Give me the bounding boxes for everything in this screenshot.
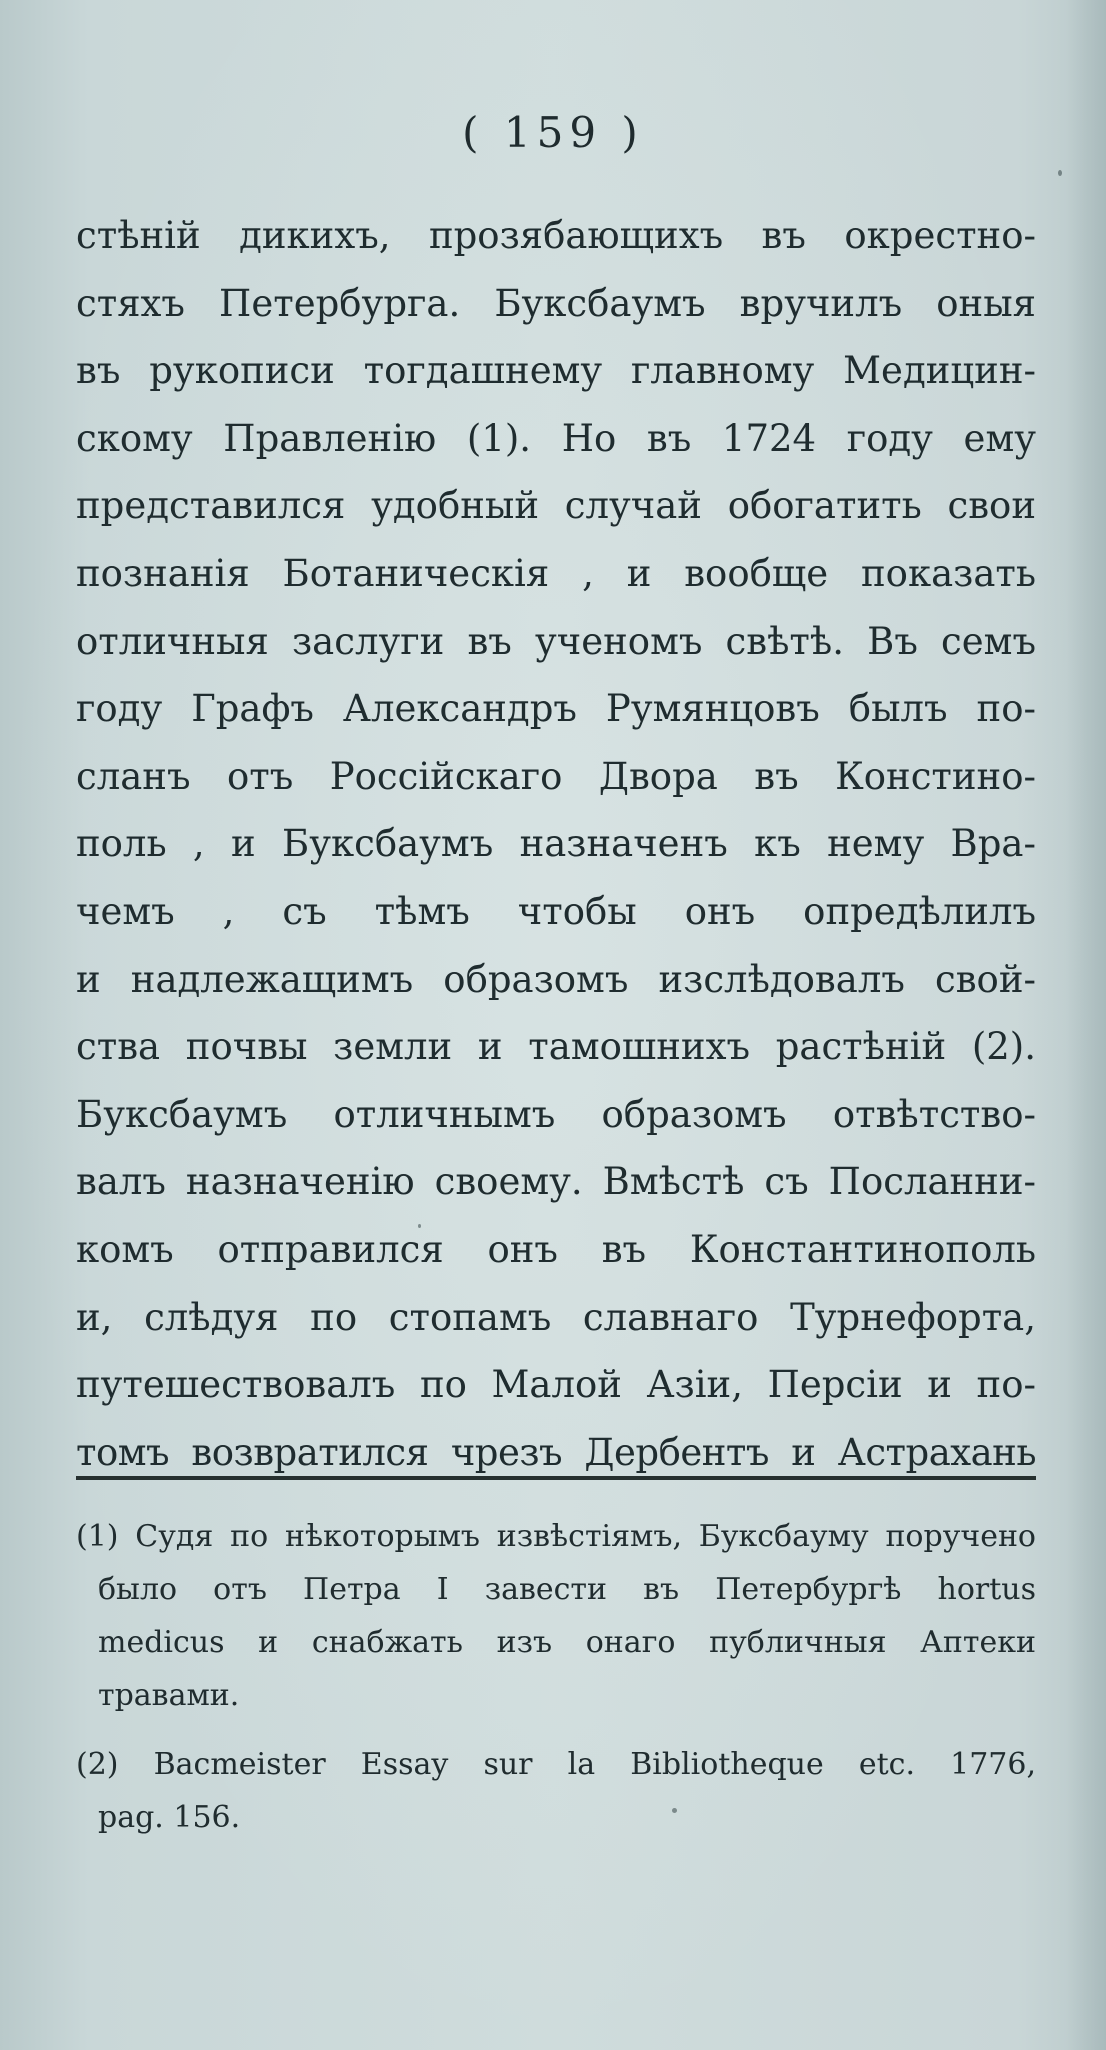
- footnote-line: pag. 156.: [98, 1800, 241, 1835]
- footnote-line: травами.: [98, 1678, 240, 1713]
- text-line: чемъ , съ тѣмъ чтобы онъ опредѣлилъ: [76, 889, 1036, 933]
- text-line: познанія Ботаническія , и вообще показать: [76, 551, 1036, 595]
- paper-speck: [418, 1224, 421, 1228]
- text-line: сланъ отъ Россійскаго Двора въ Констино-: [76, 754, 1036, 798]
- text-line: представился удобный случай обогатить свои: [76, 484, 1036, 528]
- footnote-2: [76, 1738, 1036, 1844]
- footnote-line: (1) Судя по нѣкоторымъ извѣстіямъ, Буксбауму поручено: [76, 1519, 1036, 1554]
- footnote-line: (2) Bacmeister Essay sur la Bibliotheque etc. 1776,: [76, 1747, 1036, 1782]
- text-line: и надлежащимъ образомъ изслѣдовалъ свой-: [76, 957, 1036, 1001]
- text-line: стяхъ Петербурга. Буксбаумъ вручилъ оныя: [76, 281, 1036, 325]
- footnotes: [76, 1510, 1036, 1844]
- text-line: ства почвы земли и тамошнихъ растѣній (2).: [76, 1025, 1036, 1069]
- text-line: поль , и Буксбаумъ назначенъ къ нему Вра-: [76, 822, 1036, 866]
- footnote-divider: [76, 1476, 1036, 1480]
- text-line: скому Правленію (1). Но въ 1724 году ему: [76, 416, 1036, 460]
- text-line: и, слѣдуя по стопамъ славнаго Турнефорта,: [76, 1295, 1036, 1339]
- page-number: ( 159 ): [462, 108, 644, 157]
- text-line: Буксбаумъ отличнымъ образомъ отвѣтство-: [76, 1092, 1036, 1136]
- text-line: комъ отправился онъ въ Константинополь: [76, 1227, 1036, 1271]
- footnote-line: было отъ Петра I завести въ Петербургѣ hortus: [98, 1572, 1036, 1607]
- text-line: путешествовалъ по Малой Азіи, Персіи и по-: [76, 1363, 1036, 1407]
- text-line: стѣній дикихъ, прозябающихъ въ окрестно-: [76, 214, 1036, 257]
- text-line: отличныя заслуги въ ученомъ свѣтѣ. Въ семъ: [76, 619, 1036, 663]
- paper-speck: [672, 1808, 677, 1813]
- page-edge-shadow: [1066, 0, 1106, 2050]
- text-line: въ рукописи тогдашнему главному Медицин-: [76, 349, 1036, 393]
- main-text: [76, 202, 1036, 1486]
- footnote-gap: [76, 1722, 1036, 1738]
- text-line: валъ назначенію своему. Вмѣстѣ съ Посланни-: [76, 1160, 1036, 1204]
- text-line: году Графъ Александръ Румянцовъ былъ по-: [76, 687, 1036, 731]
- footnote-line: medicus и снабжать изъ онаго публичныя Аптеки: [98, 1625, 1036, 1660]
- text-line: томъ возвратился чрезъ Дербентъ и Астрахань: [76, 1430, 1036, 1474]
- paper-speck: [1058, 170, 1062, 176]
- footnote-1: [76, 1510, 1036, 1722]
